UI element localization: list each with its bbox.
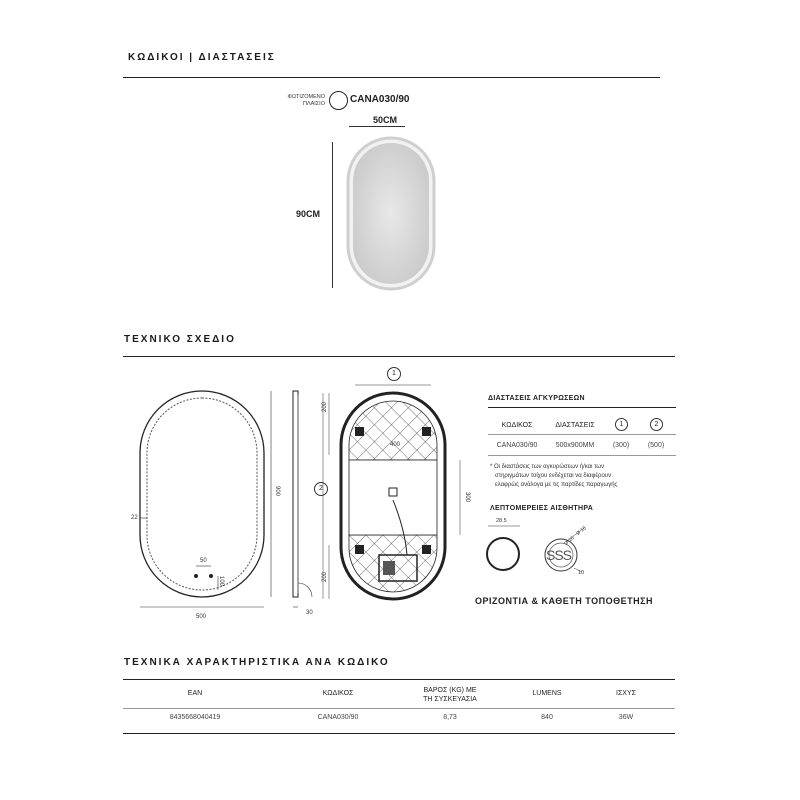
mirror-preview [345,135,437,293]
anchor-mark-1: 1 [387,367,401,381]
specs-row-lumens: 840 [541,714,553,721]
specs-header-weight-line2: ΤΗ ΣΥΣΚΕΥΑΣΙΑ [423,696,477,703]
anchor-top-dim: 200 [322,401,329,413]
anchor-mark-2: 2 [314,482,328,496]
anchor-table-mid-rule [488,434,676,435]
side-view-drawing [288,385,318,620]
codes-section-rule [123,77,660,78]
anchor-header-1: 1 [615,418,628,431]
anchor-note [490,463,617,490]
codes-section-title: ΚΩΔΙΚΟΙ | ΔΙΑΣΤΑΣΕΙΣ [128,52,276,63]
anchor-table-top-rule [488,407,676,408]
frame-label-line1: ΦΩΤΙΖΟΜΕΝΟ [287,94,325,100]
anchor-row-val-1: (300) [612,442,630,449]
specs-row-power: 36W [618,714,634,721]
anchor-side-dim: 300 [464,491,471,503]
anchor-table-title: ΔΙΑΣΤΑΣΕΙΣ ΑΓΚΥΡΩΣΕΩΝ [488,395,585,402]
inner-label-dim: 400 [390,442,401,448]
specs-header-code: ΚΩΔΙΚΟΣ [322,690,354,697]
sensor-depth-dim: 10 [578,570,585,576]
sensor-title: ΛΕΠΤΟΜΕΡΕΙΕΣ ΑΙΣΘΗΤΗΡΑ [490,505,594,512]
specs-section-title: ΤΕΧΝΙΚΑ ΧΑΡΑΚΤΗΡΙΣΤΙΚΑ ΑΝΑ ΚΩΔΙΚΟ [124,657,390,668]
anchor-row-code: CANA030/90 [496,442,538,449]
anchor-row-dims: 500x900MM [555,442,595,449]
front-frame-dim: 22 [131,515,138,521]
anchor-row-val-2: (500) [647,442,665,449]
switch-spacing-dim: 50 [200,558,207,564]
anchor-bottom-dim: 200 [322,571,329,583]
product-code: CANA030/90 [350,94,410,105]
front-view-drawing [128,385,281,625]
specs-table-mid-rule [123,708,675,709]
anchor-note-line1: * Οι διαστάσεις των αγκυρώσεων ή/και των [490,464,605,470]
height-label: 90CM [296,209,321,219]
switch-offset-dim: 100 [218,575,225,587]
anchor-header-dims: ΔΙΑΣΤΑΣΕΙΣ [555,422,595,429]
tech-section-title: ΤΕΧΝΙΚΟ ΣΧΕΔΙΟ [124,334,236,345]
specs-section-rule [123,679,675,680]
anchor-note-line3: ελαφρώς ανάλογα με τις παρτίδες παραγωγής [495,482,618,488]
sensor-d16-dim: Ø 16 [563,535,576,547]
tech-section-rule [123,356,675,357]
specs-row-weight: 8,73 [443,714,457,721]
anchor-header-2: 2 [650,418,663,431]
specs-header-weight-line1: ΒΑΡΟΣ (KG) ΜΕ [423,687,477,694]
mounting-label: ΟΡΙΖΟΝΤΙΑ & ΚΑΘΕΤΗ ΤΟΠΟΘΕΤΗΣΗ [475,596,653,606]
svg-text:SSS: SSS [546,547,572,563]
sensor-diagram [482,518,592,586]
specs-table-bottom-rule [123,733,675,734]
side-depth-dim: 30 [306,610,313,616]
front-height-dim: 900 [274,485,281,497]
height-dimension-line [332,142,333,288]
sensor-width-dim: 28.5 [496,518,507,524]
sensor-d18-dim: Ø 18 [575,525,588,537]
anchor-note-line2: στηριγμάτων τοίχου ενδέχεται να διαφέρουν [495,473,612,479]
anchor-table-bottom-rule [488,455,676,456]
front-width-dim: 500 [196,614,207,620]
anchor-header-code: ΚΩΔΙΚΟΣ [501,422,533,429]
specs-header-weight [415,686,485,704]
width-label: 50CM [373,115,398,125]
frame-type-label [275,94,325,108]
specs-row-code: CANA030/90 [317,714,359,721]
specs-header-power: ΙΣΧΥΣ [616,690,636,697]
specs-header-ean: EAN [187,690,203,697]
back-view-drawing [315,365,480,615]
specs-row-ean: 8435668040419 [169,714,221,721]
width-dimension-line [349,126,405,127]
frame-type-radio[interactable] [329,91,348,110]
specs-header-lumens: LUMENS [532,690,562,697]
frame-label-line2: ΠΛΑΙΣΙΟ [302,101,325,107]
